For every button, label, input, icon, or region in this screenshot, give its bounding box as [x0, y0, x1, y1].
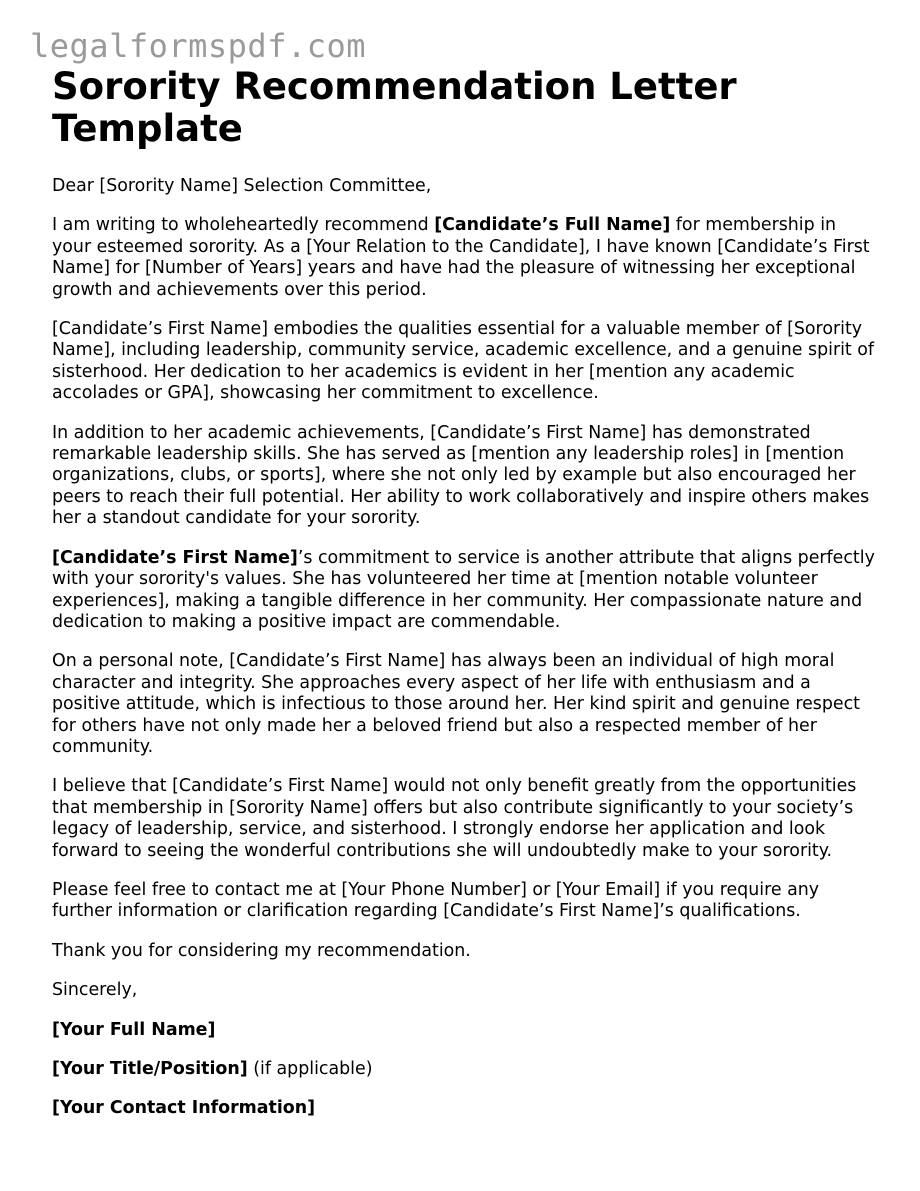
- paragraph-introduction: [52, 215, 878, 301]
- signature-contact-placeholder: [Your Contact Information]: [52, 1098, 316, 1119]
- signature-name: [52, 1020, 878, 1041]
- signature-title-note: (if applicable): [247, 1059, 373, 1079]
- paragraph-leadership: In addition to her academic achievements, [Candidate’s First Name] has demonstrated remarkable leadership skills. She has served as [mention any leadership roles] in [mention organizations, clubs, or sports], where she not only led by example but also encouraged her peers to reach their full potential. Her ability to work collaboratively and inspire others makes her a standout candidate for your sorority.: [52, 422, 870, 529]
- paragraph-character: On a personal note, [Candidate’s First Name] has always been an individual of high moral character and integrity. She approaches every aspect of her life with enthusiasm and a positive attitude, which is infectious to those around her. Her kind spirit and genuine respect for others have not only made her a beloved friend but also a respected member of her community.: [52, 651, 860, 757]
- signature-title: [52, 1059, 878, 1080]
- paragraph-introduction-text-start: I am writing to wholeheartedly recommend: [52, 215, 435, 236]
- signature-name-placeholder: [Your Full Name]: [52, 1019, 216, 1040]
- paragraph-service: [52, 548, 878, 634]
- letter-body: [52, 176, 878, 1138]
- paragraph-thanks: Thank you for considering my recommendation.: [52, 940, 471, 961]
- signature-title-placeholder: [Your Title/Position]: [52, 1059, 248, 1079]
- document-title: Sorority Recommendation Letter Template: [52, 65, 737, 150]
- paragraph-introduction-text-end: for membership in your esteemed sorority. As a [Your Relation to the Candidate], I have known [Candidate’s First Name] for [Number of Years] years and have had the pleasure of witnessing her exceptional growth and achievements over this period.: [52, 215, 870, 300]
- paragraph-endorsement: I believe that [Candidate’s First Name] would not only benefit greatly from the opportunities that membership in [Sorority Name] offers but also contribute significantly to your society’s legacy of leadership, service, and sisterhood. I strongly endorse her application and look forward to seeing the wonderful contributions she will undoubtedly make to your sorority.: [52, 776, 857, 861]
- watermark: legalformspdf.com: [30, 27, 367, 65]
- paragraph-service-text: ’s commitment to service is another attribute that aligns perfectly with your sorority's values. She has volunteered her time at [mention notable volunteer experiences], making a tangible difference in her community. Her compassionate nature and dedication to making a positive impact are commendable.: [52, 547, 875, 632]
- closing: Sincerely,: [52, 980, 138, 1001]
- signature-contact: [52, 1098, 878, 1119]
- candidate-full-name-placeholder: [Candidate’s Full Name]: [434, 215, 671, 236]
- candidate-first-name-placeholder: [Candidate’s First Name]: [52, 547, 298, 568]
- greeting: Dear [Sorority Name] Selection Committee,: [52, 176, 432, 196]
- paragraph-qualities: [Candidate’s First Name] embodies the qualities essential for a valuable member of [Sorority Name], including leadership, community service, academic excellence, and a genuine spirit of sisterhood. Her dedication to her academics is evident in her [mention any academic accolades or GPA], showcasing her commitment to excellence.: [52, 319, 875, 404]
- paragraph-contact: Please feel free to contact me at [Your Phone Number] or [Your Email] if you require any further information or clarification regarding [Candidate’s First Name]’s qualifications.: [52, 879, 820, 922]
